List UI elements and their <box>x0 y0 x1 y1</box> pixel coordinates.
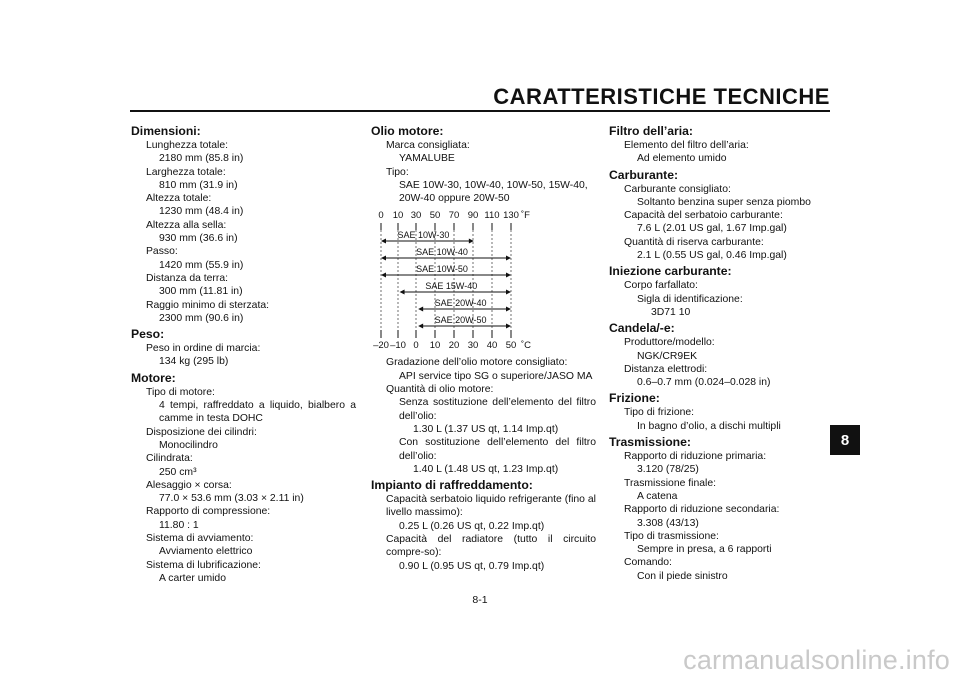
spec-label: Produttore/modello: <box>624 337 715 349</box>
spec-label: Comando: <box>624 557 672 569</box>
arrow-left-icon <box>418 324 423 329</box>
grade-label: SAE 10W-50 <box>416 264 468 275</box>
spec-value: 0.6–0.7 mm (0.024–0.028 in) <box>637 377 771 389</box>
fahrenheit-tick-label: 50 <box>429 210 441 222</box>
fahrenheit-tick-label: 30 <box>410 210 422 222</box>
spec-subvalue: 1.30 L (1.37 US qt, 1.14 Imp.qt) <box>413 423 559 435</box>
section-heading: Carburante: <box>609 167 679 182</box>
spec-label: Raggio minimo di sterzata: <box>146 299 270 311</box>
section-heading: Filtro dell’aria: <box>609 124 693 138</box>
fahrenheit-tick-label: 130 <box>503 210 519 222</box>
spec-subvalue: 1.40 L (1.48 US qt, 1.23 Imp.qt) <box>413 463 559 475</box>
spec-value: Sempre in presa, a 6 rapporti <box>637 544 772 556</box>
spec-label: Lunghezza totale: <box>146 140 229 151</box>
oil-viscosity-chart-svg <box>371 208 571 353</box>
column-2 <box>371 122 596 573</box>
spec-value: Con il piede sinistro <box>637 570 728 582</box>
spec-label: Distanza da terra: <box>146 272 229 284</box>
arrow-left-icon <box>381 273 386 278</box>
fahrenheit-tick-label: 10 <box>392 210 404 222</box>
spec-label: Alesaggio × corsa: <box>146 479 232 491</box>
arrow-right-icon <box>506 273 511 278</box>
spec-value: Sigla di identificazione: <box>637 293 743 305</box>
spec-value: 11.80 : 1 <box>159 519 199 531</box>
spec-value: API service tipo SG o superiore/JASO MA <box>399 370 593 382</box>
arrow-right-icon <box>506 290 511 295</box>
header-rule <box>130 110 830 112</box>
spec-label: Tipo: <box>386 166 409 178</box>
celsius-tick-label: 0 <box>413 340 419 352</box>
spec-label: Rapporto di riduzione secondaria: <box>624 504 780 516</box>
arrow-right-icon <box>506 324 511 329</box>
celsius-tick-label: 40 <box>486 340 498 352</box>
spec-value: Monocilindro <box>159 439 218 451</box>
spec-label: Quantità di riserva carburante: <box>624 236 764 248</box>
spec-label: Trasmissione finale: <box>624 477 717 489</box>
spec-label: Tipo di frizione: <box>624 407 695 419</box>
celsius-tick-label: –10 <box>390 340 406 352</box>
spec-label: Capacità del serbatoio carburante: <box>624 210 783 222</box>
spec-value: 2300 mm (90.6 in) <box>159 312 244 324</box>
chapter-tab: 8 <box>830 425 860 455</box>
spec-value: 4 tempi, raffreddato a liquido, bialbero a camme in testa DOHC <box>159 400 356 425</box>
spec-label: Capacità serbatoio liquido refrigerante (fino al livello massimo): <box>386 494 596 519</box>
section-heading: Candela/-e: <box>609 321 675 336</box>
spec-label: Passo: <box>146 246 178 258</box>
spec-value: In bagno d’olio, a dischi multipli <box>637 420 781 432</box>
fahrenheit-tick-label: 90 <box>467 210 479 222</box>
page-number: 8-1 <box>472 594 488 606</box>
spec-value: 7.6 L (2.01 US gal, 1.67 Imp.gal) <box>637 223 787 235</box>
spec-subvalue: 3D71 10 <box>651 306 691 318</box>
spec-value: 1420 mm (55.9 in) <box>159 259 244 271</box>
spec-value: Con sostituzione dell’elemento del filtro dell’olio: <box>399 437 596 462</box>
spec-label: Carburante consigliato: <box>624 183 731 195</box>
column-3 <box>609 122 834 583</box>
page-title: CARATTERISTICHE TECNICHE <box>493 84 830 109</box>
spec-value: 3.120 (78/25) <box>637 464 699 476</box>
spec-label: Rapporto di compressione: <box>146 506 271 518</box>
spec-label: Tipo di motore: <box>146 386 215 398</box>
spec-value: Ad elemento umido <box>637 153 727 165</box>
oil-viscosity-chart <box>371 208 571 353</box>
fahrenheit-tick-label: 110 <box>484 210 500 222</box>
spec-label: Peso in ordine di marcia: <box>146 343 261 355</box>
section-heading: Frizione: <box>609 391 660 406</box>
column-1 <box>131 122 356 585</box>
spec-label: Rapporto di riduzione primaria: <box>624 451 767 463</box>
spec-label: Altezza alla sella: <box>146 219 227 231</box>
arrow-left-icon <box>400 290 405 295</box>
spec-value: 0.25 L (0.26 US qt, 0.22 Imp.qt) <box>399 520 545 532</box>
spec-label: Gradazione dell’olio motore consigliato: <box>386 357 568 369</box>
spec-value: Avviamento elettrico <box>159 546 253 558</box>
section-heading: Trasmissione: <box>609 435 691 450</box>
celsius-tick-label: 30 <box>467 340 479 352</box>
arrow-left-icon <box>381 239 386 244</box>
celsius-tick-label: 10 <box>429 340 441 352</box>
fahrenheit-tick-label: 70 <box>448 210 460 222</box>
spec-value: NGK/CR9EK <box>637 350 698 362</box>
grade-label: SAE 15W-40 <box>425 281 478 292</box>
spec-value: 930 mm (36.6 in) <box>159 233 238 245</box>
spec-value: 250 cm³ <box>159 466 197 478</box>
section-heading: Olio motore: <box>371 124 444 138</box>
spec-value: A carter umido <box>159 572 226 584</box>
spec-value: 810 mm (31.9 in) <box>159 179 238 191</box>
spec-label: Sistema di avviamento: <box>146 533 254 545</box>
engine-oil-section <box>371 124 596 205</box>
spec-value: 2.1 L (0.55 US gal, 0.46 Imp.gal) <box>637 250 787 262</box>
fahrenheit-unit: ˚F <box>521 210 530 222</box>
spec-label: Cilindrata: <box>146 453 193 465</box>
spec-label: Tipo di trasmissione: <box>624 530 719 542</box>
grade-label: SAE 10W-40 <box>416 247 468 258</box>
spec-value: 2180 mm (85.8 in) <box>159 153 244 165</box>
spec-value: Soltanto benzina super senza piombo <box>637 196 811 208</box>
celsius-tick-label: 50 <box>505 340 517 352</box>
spec-label: Disposizione dei cilindri: <box>146 426 257 438</box>
spec-label: Corpo farfallato: <box>624 280 698 292</box>
spec-value: Senza sostituzione dell’elemento del filtro dell’olio: <box>399 397 596 422</box>
spec-label: Distanza elettrodi: <box>624 363 708 375</box>
grade-label: SAE 10W-30 <box>397 230 450 241</box>
spec-value: A catena <box>637 490 678 502</box>
watermark: carmanualsonline.info <box>683 645 950 675</box>
celsius-tick-label: –20 <box>373 340 389 352</box>
spec-value: SAE 10W-30, 10W-40, 10W-50, 15W-40, 20W-40 oppure 20W-50 <box>399 179 588 205</box>
celsius-unit: ˚C <box>521 340 532 352</box>
section-heading: Dimensioni: <box>131 124 201 138</box>
spec-value: 134 kg (295 lb) <box>159 356 229 368</box>
grade-label: SAE 20W-50 <box>434 315 487 326</box>
engine-oil-details <box>371 356 596 572</box>
arrow-right-icon <box>506 256 511 261</box>
arrow-right-icon <box>506 307 511 312</box>
spec-label: Sistema di lubrificazione: <box>146 559 261 571</box>
spec-value: 300 mm (11.81 in) <box>159 286 243 298</box>
section-heading: Peso: <box>131 327 165 342</box>
section-heading: Iniezione carburante: <box>609 264 732 279</box>
spec-label: Marca consigliata: <box>386 140 470 151</box>
arrow-left-icon <box>418 307 423 312</box>
spec-label: Capacità del radiatore (tutto il circuito compre-so): <box>386 534 596 559</box>
spec-label: Altezza totale: <box>146 193 212 205</box>
spec-label: Larghezza totale: <box>146 166 226 178</box>
celsius-tick-label: 20 <box>448 340 460 352</box>
grade-label: SAE 20W-40 <box>434 298 487 309</box>
spec-value: 1230 mm (48.4 in) <box>159 206 244 218</box>
fahrenheit-tick-label: 0 <box>378 210 384 222</box>
spec-label: Quantità di olio motore: <box>386 384 494 396</box>
section-heading: Motore: <box>131 370 176 385</box>
spec-label: Elemento del filtro dell’aria: <box>624 140 749 151</box>
spec-value: 0.90 L (0.95 US qt, 0.79 Imp.qt) <box>399 560 545 572</box>
section-heading: Impianto di raffreddamento: <box>371 478 533 493</box>
arrow-left-icon <box>381 256 386 261</box>
spec-value: 77.0 × 53.6 mm (3.03 × 2.11 in) <box>159 493 304 505</box>
spec-value: 3.308 (43/13) <box>637 517 699 529</box>
spec-value: YAMALUBE <box>399 153 455 165</box>
